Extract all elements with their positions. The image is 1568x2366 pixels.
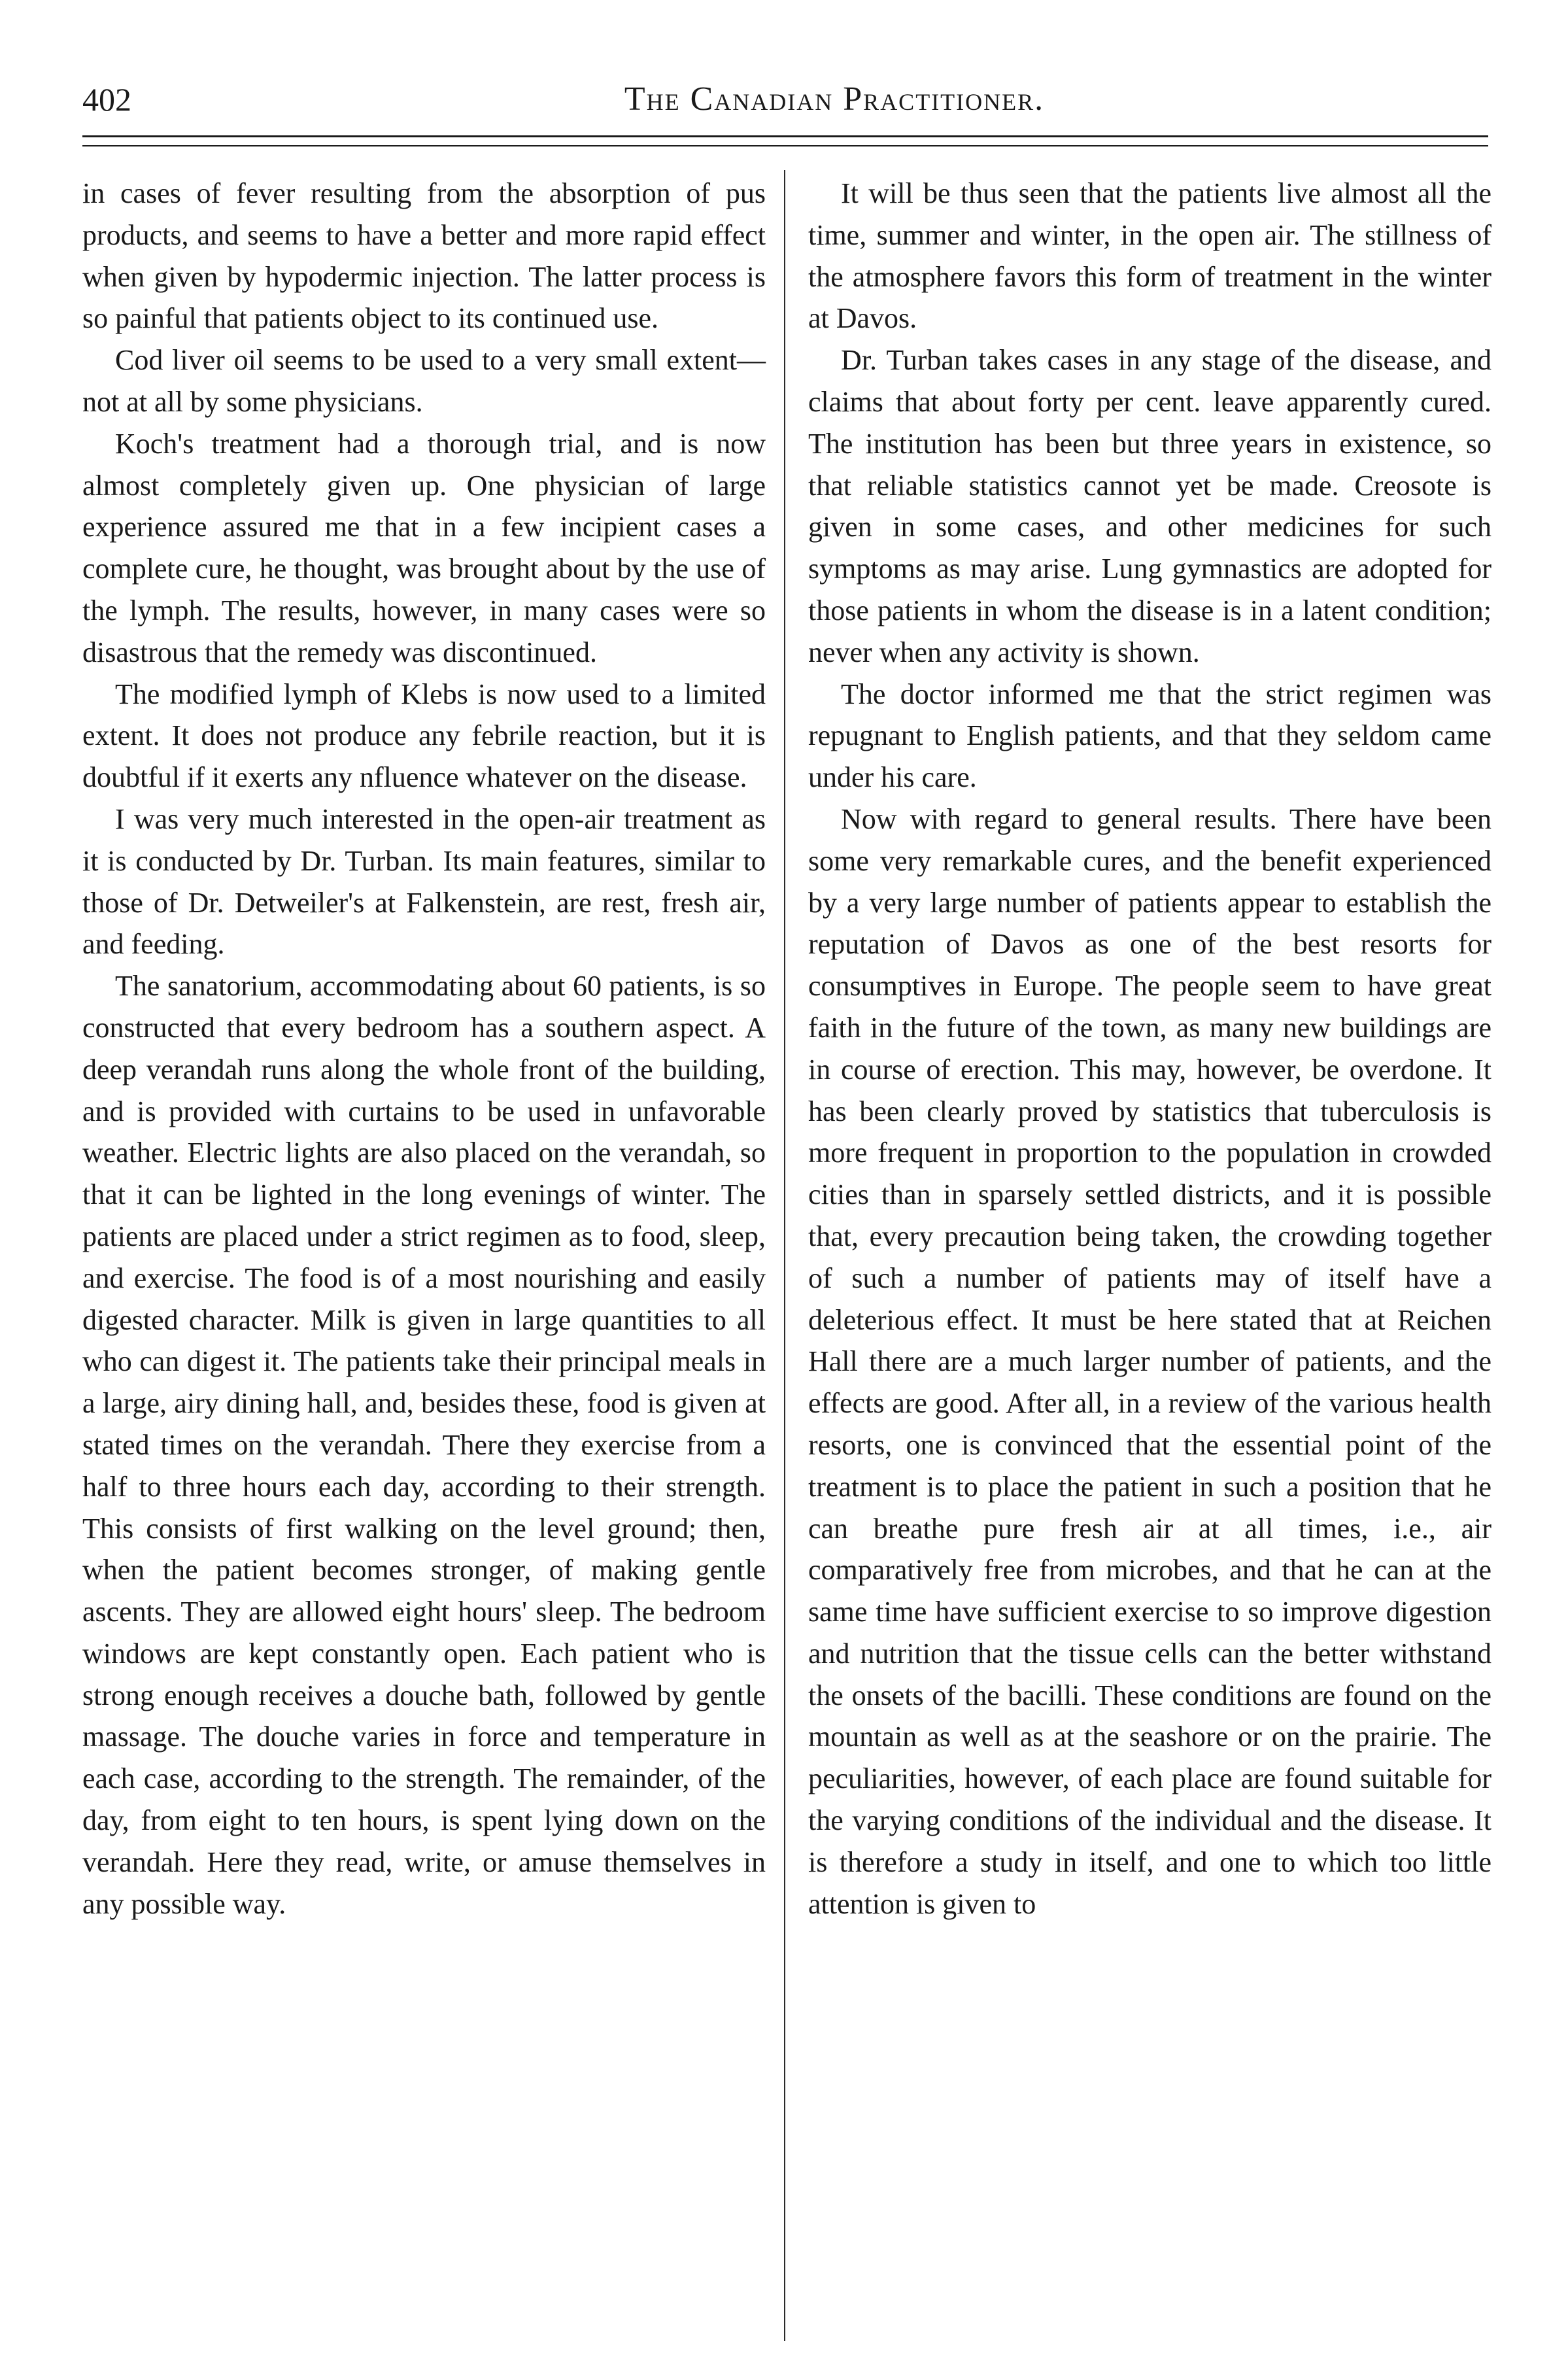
paragraph: Cod liver oil seems to be used to a very small extent—not at all by some physicians. [82,344,766,418]
paragraph: in cases of fever resulting from the absorption of pus products, and seems to have a better and more rapid effect when given by hypodermic injection. The latter process is so painful that patients object to its continued use. [82,177,766,335]
running-header [82,73,1488,126]
paragraph: Dr. Turban takes cases in any stage of the disease, and claims that about forty per cent. leave apparently cured. The institution has been but three years in existence, so that reliable statistics cannot yet be made. Creosote is given in some cases, and other medicines for such symptoms as may arise. Lung gymnastics are adopted for those patients in whom the disease is in a latent condition; never when any activity is shown. [808,344,1491,668]
left-column [82,173,766,1925]
paragraph: Koch's treatment had a thorough trial, and is now almost completely given up. One physician of large experience assured me that in a few incipient cases a complete cure, he thought, was brought about by the use of the lymph. The results, however, in many cases were so disastrous that the remedy was discontinued. [82,427,766,668]
column-divider [784,170,785,2341]
paragraph: The doctor informed me that the strict regimen was repugnant to English patients, and that they seldom came under his care. [808,677,1491,794]
right-column [808,173,1491,1925]
header-rule-top [82,135,1488,137]
header-rule-bottom [82,145,1488,146]
paragraph: Now with regard to general results. There have been some very remarkable cures, and the benefit experienced by a very large number of patients appear to establish the reputation of Davos as one of the best resorts for consumptives in Europe. The people seem to have great faith in the future of the town, as many new buildings are in course of erection. This may, however, be overdone. It has been clearly proved by statistics that tuberculosis is more frequent in proportion to the population in crowded cities than in sparsely settled districts, and it is possible that, every precaution being taken, the crowding together of such a number of patients may of itself have a deleterious effect. It must be here stated that at Reichen Hall there are a much larger number of patients, and the effects are good. After all, in a review of the various health resorts, one is convinced that the essential point of the treatment is to place the patient in such a position that he can breathe pure fresh air at all times, i.e., air comparatively free from microbes, and that he can at the same time have sufficient exercise to so improve digestion and nutrition that the tissue cells can the better withstand the onsets of the bacilli. These conditions are found on the mountain as well as at the seashore or on the prairie. The peculiarities, however, of each place are found suitable for the varying conditions of the individual and the disease. It is therefore a study in itself, and one to which too little attention is given to [808,802,1491,1920]
paragraph: The sanatorium, accommodating about 60 patients, is so constructed that every bedroom has a southern aspect. A deep verandah runs along the whole front of the building, and is provided with curtains to be used in unfavorable weather. Electric lights are also placed on the verandah, so that it can be lighted in the long evenings of winter. The patients are placed under a strict regimen as to food, sleep, and exercise. The food is of a most nourishing and easily digested character. Milk is given in large quantities to all who can digest it. The patients take their principal meals in a large, airy dining hall, and, besides these, food is given at stated times on the verandah. There they exercise from a half to three hours each day, according to their strength. This consists of first walking on the level ground; then, when the patient becomes stronger, of making gentle ascents. They are allowed eight hours' sleep. The bedroom windows are kept constantly open. Each patient who is strong enough receives a douche bath, followed by gentle massage. The douche varies in force and temperature in each case, according to the strength. The remainder, of the day, from eight to ten hours, is spent lying down on the verandah. Here they read, write, or amuse themselves in any possible way. [82,970,766,1920]
paragraph: The modified lymph of Klebs is now used to a limited extent. It does not produce any febrile reaction, but it is doubtful if it exerts any nfluence whatever on the disease. [82,677,766,794]
running-title: The Canadian Practitioner. [624,80,1045,118]
page-number: 402 [82,81,131,118]
paragraph: I was very much interested in the open-air treatment as it is conducted by Dr. Turban. Its main features, similar to those of Dr. Detweiler's at Falkenstein, are rest, fresh air, and feeding. [82,802,766,961]
paragraph: It will be thus seen that the patients live almost all the time, summer and winter, in the open air. The stillness of the atmosphere favors this form of treatment in the winter at Davos. [808,177,1491,335]
